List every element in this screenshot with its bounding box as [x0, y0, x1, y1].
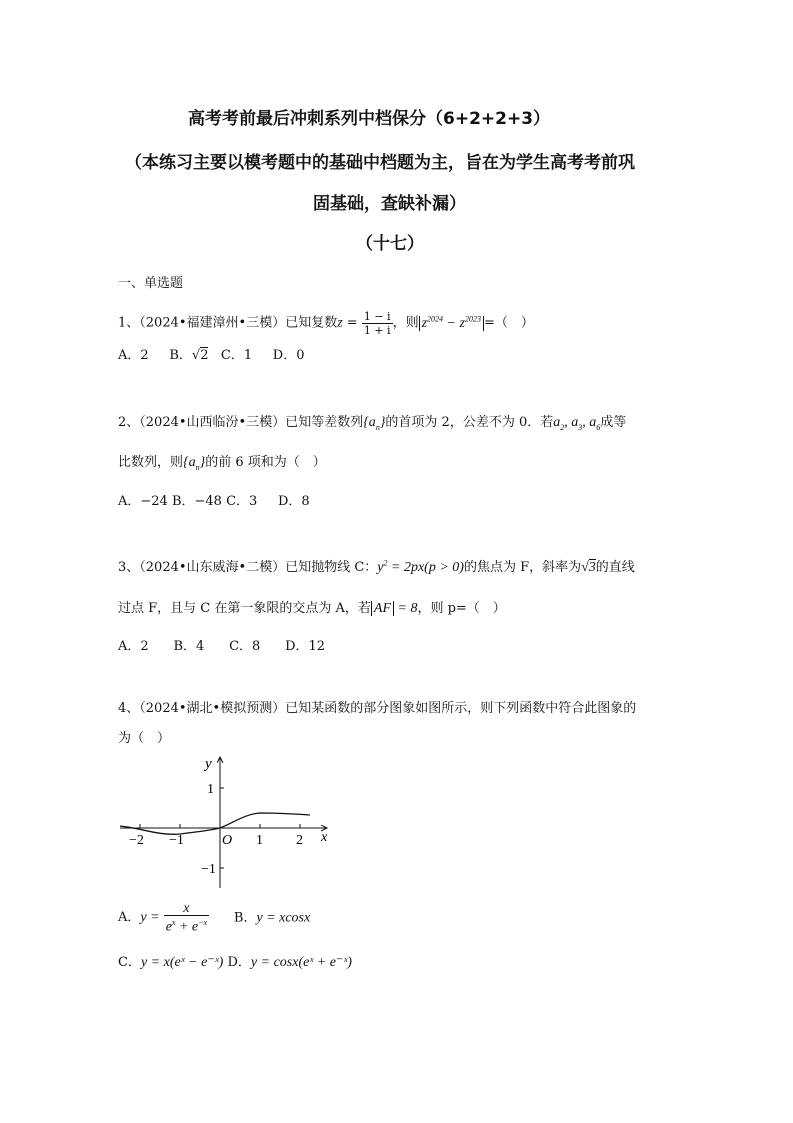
q3-parabola-eq: $y^2 = 2px(p > 0)$ [377, 558, 464, 575]
q1-z: z [337, 315, 343, 331]
q1-option-c[interactable]: C．1 [220, 348, 253, 363]
q4-stem-line-1: 4、（2024•湖北•模拟预测）已知某函数的部分图象如图所示，则下列函数中符合此图象的 [118, 701, 637, 716]
q4-stem-line-2: 为（ ） [118, 731, 171, 746]
x-tick-label: −1 [169, 833, 184, 848]
q1-eq: = [346, 315, 358, 331]
q1-option-a[interactable]: A．2 [118, 348, 149, 363]
q4-option-a-label: A． [118, 910, 141, 926]
q1-den: 1 + i [363, 323, 391, 337]
q4-option-c-expr: y = x(eˣ − e⁻ˣ) [140, 955, 224, 970]
q3-l1b: 的焦点为 F，斜率为 [463, 560, 582, 575]
q2-options [118, 490, 310, 509]
q1-option-b[interactable] [169, 347, 208, 363]
q3-l1a: 3、（2024•山东威海•二模）已知抛物线 C： [118, 560, 378, 575]
q1-mid: ，则 [392, 315, 419, 331]
q3-l1c: 的直线 [595, 560, 635, 575]
section-heading: 一、单选题 [118, 276, 184, 291]
q3-option-d[interactable]: D．12 [285, 639, 326, 654]
q2-seq-an: $\{a_n\}$ [363, 415, 386, 432]
q2-l1c: 成等 [600, 415, 627, 430]
q3-af-abs: AF = 8 [371, 601, 418, 616]
q1-options [118, 344, 304, 363]
function-graph [115, 752, 340, 892]
q4-option-a-fraction: $\frac{x}{e^x + e^{-x}}$ [165, 901, 208, 935]
q1-option-d[interactable]: D．0 [272, 348, 305, 363]
q2-option-c[interactable]: C．3 [226, 494, 258, 509]
q3-slope-sqrt3: √3 [581, 560, 596, 575]
q2-seq-an-2: $\{a_n\}$ [183, 455, 206, 472]
subtitle-line-1: （本练习主要以模考题中的基础中档题为主，旨在为学生高考考前巩 [125, 153, 635, 173]
q4-option-b-expr: y = xcosx [256, 910, 311, 926]
q2-l1a: 2、（2024•山西临汾•三模）已知等差数列 [118, 415, 364, 430]
function-curve [120, 813, 310, 834]
q3-l2a: 过点 F，且与 C 在第一象限的交点为 A，若 [118, 601, 371, 616]
q1-abs-expr: $z^{2024} - z^{2023}$ [419, 316, 484, 331]
q2-option-d[interactable]: D．8 [278, 494, 310, 509]
q4-option-a[interactable]: A．y = $\frac{x}{e^x + e^{-x}}$ [118, 901, 208, 935]
q4-option-d-label: D． [227, 955, 251, 970]
q4-option-b[interactable] [234, 910, 310, 925]
q2-l1b: 的首项为 2，公差不为 0．若 [385, 415, 554, 430]
q1-sqrt-value: 2 [200, 348, 209, 363]
q2-terms: $a_2$, $a_3$, $a_6$ [553, 415, 601, 432]
q1-option-b-label: B． [169, 348, 192, 363]
q4-option-b-label: B． [233, 910, 257, 926]
y-tick-label: −1 [201, 862, 216, 877]
subtitle-line-2: 固基础，查缺补漏） [313, 194, 466, 214]
q3-options [118, 635, 325, 654]
page-title: 高考考前最后冲刺系列中档保分（6+2+2+3） [188, 109, 551, 129]
x-tick-label: 1 [256, 833, 263, 848]
q2-l2a: 比数列，则 [118, 455, 184, 470]
q1-prefix: 1、（2024•福建漳州•三模）已知复数 [118, 315, 338, 331]
q2-l2b: 的前 6 项和为（ ） [205, 455, 326, 470]
q2-option-a[interactable]: A．−24 [118, 494, 168, 509]
q1-tail: =（ ） [483, 315, 534, 331]
q1-num: 1 − i [363, 309, 391, 323]
q4-option-d-expr: y = cosx(eˣ + e⁻ˣ) [250, 955, 352, 970]
y-tick-label: 1 [207, 782, 214, 797]
q3-option-a[interactable]: A．2 [118, 639, 149, 654]
y-axis-label: y [205, 756, 212, 772]
q2-stem-line-1 [118, 411, 626, 432]
q2-option-b[interactable]: B．−48 [171, 494, 222, 509]
q3-option-c[interactable]: C．8 [229, 639, 261, 654]
q4-options-row-1 [118, 902, 310, 934]
q4-option-c[interactable] [118, 955, 223, 970]
q3-stem-line-2 [118, 597, 506, 617]
q4-option-c-label: C． [118, 955, 141, 970]
q4-option-d[interactable] [227, 955, 351, 970]
q3-option-b[interactable]: B．4 [173, 639, 205, 654]
sqrt-icon: √ [191, 348, 201, 363]
x-axis-label: x [321, 830, 328, 845]
q2-stem-line-2 [118, 451, 326, 472]
origin-label: O [222, 833, 233, 848]
q1-fraction [362, 310, 393, 337]
x-tick-label: 2 [296, 833, 303, 848]
q1-stem [118, 304, 534, 339]
q3-l2b: ，则 p=（ ） [417, 601, 506, 616]
set-number: （十七） [356, 234, 424, 254]
q3-stem-line-1 [118, 556, 635, 576]
q4-options-row-2 [118, 951, 352, 971]
x-tick-label: −2 [129, 833, 144, 848]
